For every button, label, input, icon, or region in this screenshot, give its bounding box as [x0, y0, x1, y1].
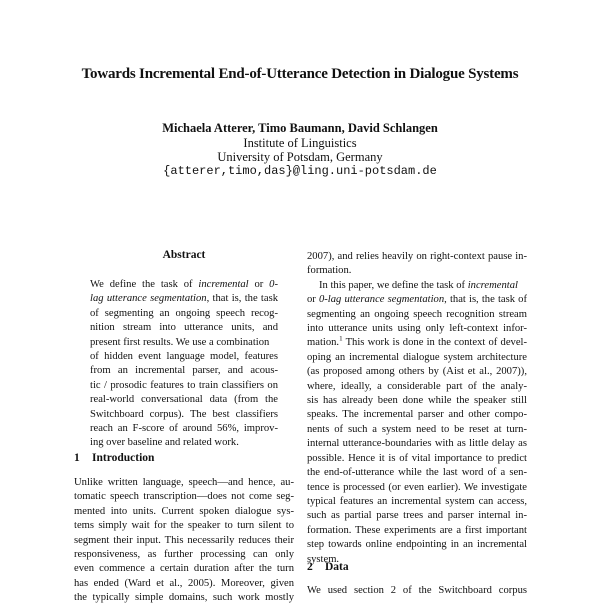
abstract-line: lag utterance segmentation, that is, the task: [90, 293, 278, 305]
body-line: where, ideally, a considerable part of the analy-: [307, 380, 527, 392]
body-line: even commence a certain duration after the turn: [74, 563, 294, 575]
body-line: nents of such a system need to be reset at turn-: [307, 423, 527, 435]
body-line: responsiveness, as further processing can only: [74, 549, 294, 561]
section-2-heading: [307, 561, 349, 573]
section-title: Introduction: [92, 452, 155, 464]
abstract-line: ing over baseline and related work.: [90, 437, 239, 449]
abstract-line: present first results. We use a combination: [90, 336, 270, 348]
body-line: segmenting an ongoing speech recognition stream: [307, 308, 527, 320]
body-line: the end-of-utterance while the last word of a sen-: [307, 467, 527, 479]
abstract-line: tic / prosodic features to train classifiers on: [90, 379, 278, 391]
body-line: formation.: [307, 265, 352, 277]
body-line: tence is processed (or even earlier). We investigate: [307, 481, 527, 493]
body-line: possible. Hence it is of vital importance to predict: [307, 452, 527, 464]
body-line: mation.$^1$ This work is done in the context of devel-: [307, 336, 527, 349]
abstract-line: of segmenting an ongoing speech recog-: [90, 307, 278, 319]
section-number: 2: [307, 561, 313, 573]
body-line: tomatic speech transcription—does not come seg-: [74, 491, 294, 503]
body-line: step towards online endpointing in an incremental: [307, 539, 527, 551]
body-line: tems simply wait for the speaker to turn silent to: [74, 520, 294, 532]
abstract-line: reach an F-score of around 56%, improv-: [90, 423, 278, 435]
author-emails: {atterer,timo,das}@ling.uni-potsdam.de: [163, 164, 437, 178]
abstract-line: nition stream into utterance units, and: [90, 322, 278, 334]
abstract-line: of hidden event language model, features: [90, 351, 278, 363]
abstract-line: Switchboard corpus). The best classifiers: [90, 408, 278, 420]
body-line: such as partial parse trees and parser internal in-: [307, 510, 527, 522]
body-line: system.: [307, 553, 340, 565]
body-line: sis has already been done while the speaker still: [307, 395, 527, 407]
body-line: internal utterance-boundaries with as little delay as: [307, 438, 527, 450]
abstract-heading: Abstract: [162, 249, 206, 261]
body-line: 2007), and relies heavily on right-context pause in-: [307, 251, 527, 262]
body-line: the typically simple domains, such work mostly: [74, 592, 294, 604]
university: University of Potsdam, Germany: [217, 150, 383, 164]
body-line: Unlike written language, speech—and hence, au-: [74, 477, 294, 488]
body-line: or 0-lag utterance segmentation, that is, the task of: [307, 294, 527, 306]
section-2-body: [307, 584, 527, 598]
section-title: Data: [325, 561, 349, 573]
abstract-line: real-world conversational data (from the: [90, 394, 278, 406]
body-line: oping an incremental dialogue system architecture: [307, 351, 527, 363]
body-line: (as proposed among others by (Aist et al., 2007)),: [307, 366, 527, 378]
body-line: has ended (Ward et al., 2005). Moreover, given: [74, 577, 294, 589]
abstract-line: We define the task of incremental or 0-: [90, 279, 278, 290]
paper-title: Towards Incremental End-of-Utterance Detection in Dialogue Systems: [81, 66, 519, 82]
body-line: In this paper, we define the task of incremental: [319, 279, 518, 291]
body-line: segment their input. This necessarily reduces their: [74, 534, 294, 546]
abstract-body: [90, 278, 278, 451]
section-1-heading: [74, 452, 154, 464]
body-line: mented into units. Current spoken dialogue sys-: [74, 505, 294, 517]
right-column-body: [307, 250, 527, 567]
section-1-body: [74, 476, 294, 606]
body-line: formation. These experiments are a first important: [307, 524, 527, 536]
footnote-marker: 1: [339, 336, 343, 343]
body-line: We used section 2 of the Switchboard corpus: [307, 585, 527, 596]
abstract-line: from an incremental parser, and acous-: [90, 365, 278, 377]
body-line: into utterance units using only left-context infor-: [307, 323, 527, 335]
paper-authors: Michaela Atterer, Timo Baumann, David Schlangen: [162, 121, 438, 135]
institute: Institute of Linguistics: [243, 136, 357, 150]
body-line: typical features an incremental system can access,: [307, 495, 527, 507]
body-line: speaks. The incremental parser and other compo-: [307, 409, 527, 421]
section-number: 1: [74, 452, 80, 464]
